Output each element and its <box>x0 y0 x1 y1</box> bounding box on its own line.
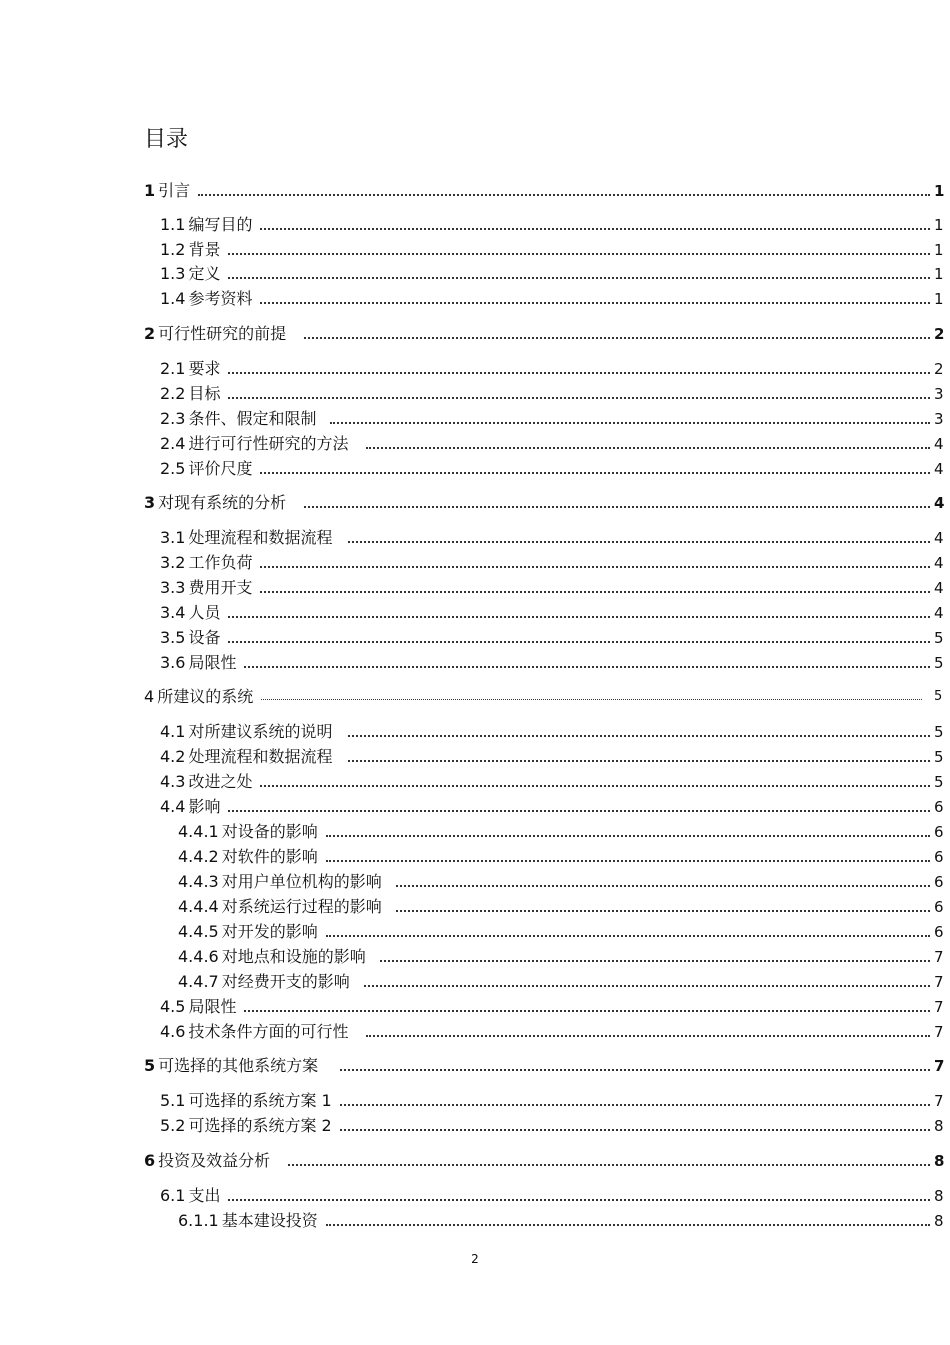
toc-entry-label: 2.3 条件、假定和限制 <box>160 409 317 428</box>
dot-leader <box>288 1144 930 1166</box>
toc-entry-label: 4.6 技术条件方面的可行性 <box>160 1022 349 1041</box>
dot-leader <box>228 233 930 255</box>
dot-leader <box>326 815 930 837</box>
toc-entry-label: 6.1.1 基本建设投资 <box>178 1211 318 1230</box>
toc-entry-label: 6.1 支出 <box>160 1186 221 1205</box>
dot-leader <box>348 715 930 737</box>
toc-entry-label: 4.4.2 对软件的影响 <box>178 847 318 866</box>
toc-entry-label: 4.1 对所建议系统的说明 <box>160 722 333 741</box>
toc-entry-label: 2.5 评价尺度 <box>160 459 253 478</box>
dot-leader <box>340 1049 930 1071</box>
dot-leader <box>380 940 930 962</box>
toc-entry-label: 5.2 可选择的系统方案 2 <box>160 1116 332 1135</box>
dot-leader <box>228 596 930 618</box>
toc-entry-label: 3 对现有系统的分析 <box>144 493 287 512</box>
toc-entry-label: 1 引言 <box>144 181 191 200</box>
toc-entry-label: 3.1 处理流程和数据流程 <box>160 528 333 547</box>
dot-leader <box>244 990 930 1012</box>
dot-leader <box>260 571 930 593</box>
toc-entry-page: 5 <box>934 654 944 672</box>
dot-leader <box>340 1084 930 1106</box>
toc-entry-page: 1 <box>934 182 945 200</box>
toc-entry[interactable] <box>0 650 950 674</box>
page-number: 2 <box>471 1252 479 1266</box>
dot-leader <box>348 740 930 762</box>
toc-entry-label: 4.4.3 对用户单位机构的影响 <box>178 872 382 891</box>
dot-leader <box>198 174 930 196</box>
toc-entry-page: 4 <box>934 554 944 572</box>
toc-entry-label: 1.3 定义 <box>160 264 221 283</box>
toc-entry[interactable] <box>0 178 950 202</box>
toc-entry-page: 6 <box>934 898 944 916</box>
toc-entry[interactable] <box>0 1208 950 1232</box>
toc-entry-page: 7 <box>934 948 944 966</box>
toc-entry-page: 2 <box>934 325 945 343</box>
toc-entry-page: 4 <box>934 494 945 512</box>
toc-entry-page: 5 <box>934 689 943 704</box>
toc-title: 目录 <box>144 127 189 152</box>
toc-entry-page: 8 <box>934 1212 944 1230</box>
toc-entry-page: 3 <box>934 410 944 428</box>
toc-entry-label: 3.6 局限性 <box>160 653 237 672</box>
toc-entry[interactable] <box>0 1113 950 1137</box>
dot-leader <box>366 427 930 449</box>
dot-leader <box>364 965 930 987</box>
toc-entry-label: 4.3 改进之处 <box>160 772 253 791</box>
toc-entry-page: 6 <box>934 823 944 841</box>
toc-entry[interactable] <box>0 490 950 514</box>
toc-entry[interactable] <box>0 286 950 310</box>
toc-entry-label: 4 所建议的系统 <box>144 687 254 706</box>
toc-entry-label: 5 可选择的其他系统方案 <box>144 1056 319 1075</box>
toc-entry-page: 7 <box>934 973 944 991</box>
toc-entry-label: 4.4.7 对经费开支的影响 <box>178 972 350 991</box>
dot-leader <box>348 521 930 543</box>
toc-entry-label: 3.2 工作负荷 <box>160 553 253 572</box>
toc-entry[interactable] <box>0 456 950 480</box>
dot-leader <box>396 890 930 912</box>
toc-entry-page: 4 <box>934 460 944 478</box>
toc-entry-label: 1.2 背景 <box>160 240 221 259</box>
toc-entry-page: 7 <box>934 998 944 1016</box>
dot-leader <box>330 402 930 424</box>
dot-leader <box>260 546 930 568</box>
dot-leader <box>244 646 930 668</box>
toc-entry-page: 1 <box>934 265 944 283</box>
toc-entry-page: 8 <box>934 1152 945 1170</box>
dot-leader <box>304 486 930 508</box>
dot-leader <box>260 282 930 304</box>
toc-entry-label: 4.4.6 对地点和设施的影响 <box>178 947 366 966</box>
toc-entry-label: 4.4.5 对开发的影响 <box>178 922 318 941</box>
toc-entry-label: 2.1 要求 <box>160 359 221 378</box>
dot-leader <box>228 352 930 374</box>
toc-entry-label: 4.4.1 对设备的影响 <box>178 822 318 841</box>
dot-leader <box>326 915 930 937</box>
toc-entry[interactable] <box>0 684 950 708</box>
toc-entry-page: 5 <box>934 629 944 647</box>
toc-entry-page: 6 <box>934 923 944 941</box>
toc-entry-page: 1 <box>934 241 944 259</box>
toc-entry-label: 4.4 影响 <box>160 797 221 816</box>
toc-entry-label: 2.4 进行可行性研究的方法 <box>160 434 349 453</box>
toc-entry-label: 3.4 人员 <box>160 603 221 622</box>
toc-entry-page: 6 <box>934 873 944 891</box>
dot-leader <box>396 865 930 887</box>
toc-entry-page: 8 <box>934 1117 944 1135</box>
toc-entry-label: 4.2 处理流程和数据流程 <box>160 747 333 766</box>
toc-entry-page: 3 <box>934 385 944 403</box>
dot-leader <box>340 1109 930 1131</box>
toc-entry-page: 4 <box>934 435 944 453</box>
toc-entry-page: 4 <box>934 529 944 547</box>
toc-entry-label: 4.4.4 对系统运行过程的影响 <box>178 897 382 916</box>
toc-entry-page: 4 <box>934 579 944 597</box>
toc-entry-label: 2 可行性研究的前提 <box>144 324 287 343</box>
toc-entry-label: 1.1 编写目的 <box>160 215 253 234</box>
toc-entry-page: 6 <box>934 798 944 816</box>
toc-entry-page: 7 <box>934 1092 944 1110</box>
toc-entry-page: 8 <box>934 1187 944 1205</box>
dot-leader <box>260 452 930 474</box>
dot-leader <box>228 621 930 643</box>
toc-entry-page: 7 <box>934 1023 944 1041</box>
dot-leader <box>326 840 930 862</box>
toc-entry-page: 1 <box>934 216 944 234</box>
dot-leader <box>228 257 930 279</box>
toc-entry-label: 3.5 设备 <box>160 628 221 647</box>
dot-leader <box>260 208 930 230</box>
toc-entry[interactable] <box>0 1148 950 1172</box>
toc-entry-page: 2 <box>934 360 944 378</box>
dot-leader <box>261 678 922 700</box>
toc-entry-label: 1.4 参考资料 <box>160 289 253 308</box>
toc-entry-page: 5 <box>934 773 944 791</box>
dot-leader <box>228 1179 930 1201</box>
dot-leader <box>260 765 930 787</box>
toc-entry-label: 2.2 目标 <box>160 384 221 403</box>
toc-entry-label: 5.1 可选择的系统方案 1 <box>160 1091 332 1110</box>
dot-leader <box>228 790 930 812</box>
dot-leader <box>228 377 930 399</box>
dot-leader <box>304 317 930 339</box>
toc-entry[interactable] <box>0 1053 950 1077</box>
toc-entry-page: 4 <box>934 604 944 622</box>
toc-entry[interactable] <box>0 321 950 345</box>
dot-leader <box>326 1204 930 1226</box>
toc-entry-label: 3.3 费用开支 <box>160 578 253 597</box>
toc-entry-page: 6 <box>934 848 944 866</box>
toc-entry-page: 1 <box>934 290 944 308</box>
toc-entry-label: 6 投资及效益分析 <box>144 1151 271 1170</box>
toc-entry-page: 5 <box>934 723 944 741</box>
toc-entry-page: 5 <box>934 748 944 766</box>
dot-leader <box>366 1015 930 1037</box>
toc-entry[interactable] <box>0 1019 950 1043</box>
toc-entry-label: 4.5 局限性 <box>160 997 237 1016</box>
toc-entry-page: 7 <box>934 1057 945 1075</box>
